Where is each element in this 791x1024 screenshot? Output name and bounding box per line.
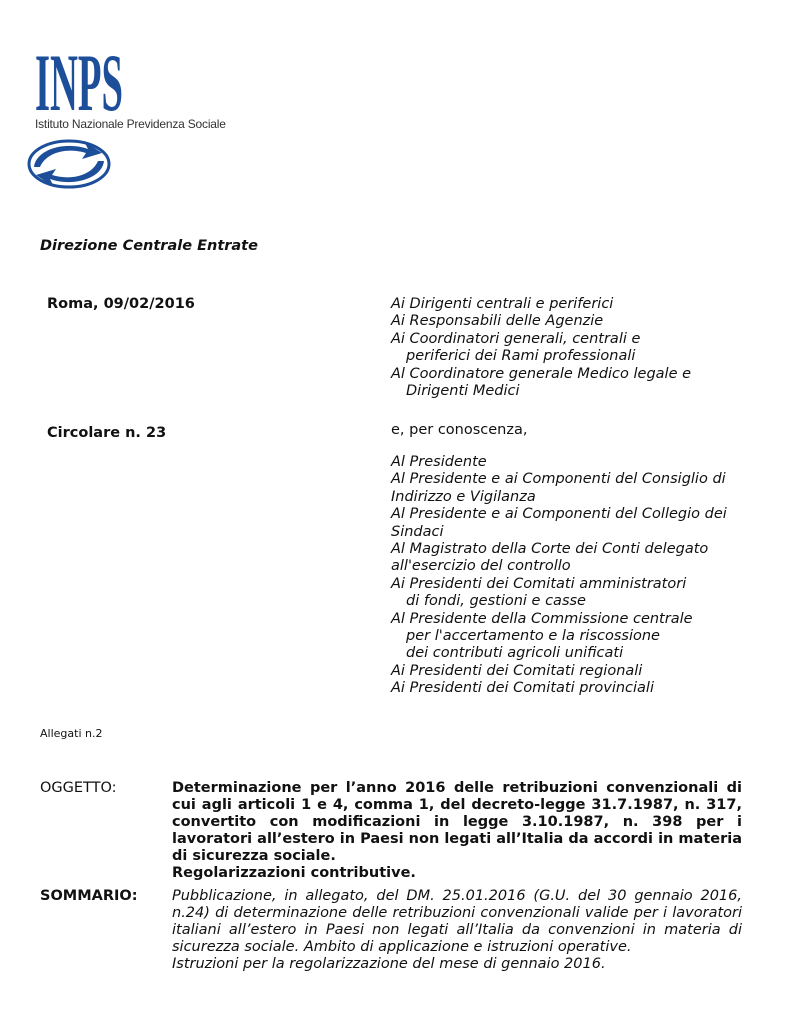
organization-name: Istituto Nazionale Previdenza Sociale	[35, 117, 226, 131]
recipient-line	[391, 524, 727, 541]
recipient-text: Al Presidente e ai Componenti del Collegio dei	[391, 506, 727, 523]
recipient-line	[391, 366, 691, 383]
circular-number: Circolare n. 23	[47, 425, 167, 441]
recipient-line	[391, 348, 691, 365]
recipient-line	[391, 313, 691, 330]
recipient-text: dei contributi agricoli unificati	[406, 645, 624, 662]
recipients-primary-list	[391, 296, 691, 400]
summary-label: SOMMARIO:	[40, 888, 138, 904]
inps-logo-wordmark	[34, 42, 124, 116]
for-information-label: e, per conoscenza,	[391, 422, 528, 438]
recipient-line	[391, 331, 691, 348]
recipient-text: Al Presidente	[391, 454, 487, 470]
recipient-line	[391, 541, 727, 558]
summary-text-secondary: Istruzioni per la regolarizzazione del mese di gennaio 2016.	[172, 956, 606, 972]
place-date: Roma, 09/02/2016	[47, 296, 195, 312]
subject-label: OGGETTO:	[40, 780, 117, 796]
subject-text-secondary: Regolarizzazioni contributive.	[172, 865, 416, 881]
attachments-note: Allegati n.2	[40, 727, 103, 740]
recipient-line	[391, 296, 691, 313]
recipient-line	[391, 558, 727, 575]
recipients-secondary-list	[391, 454, 727, 698]
recipient-text: di fondi, gestioni e casse	[406, 593, 586, 610]
recipient-text: Al Coordinatore generale Medico legale e	[391, 365, 692, 382]
recipient-line	[391, 663, 727, 680]
recipient-text: Al Presidente e ai Componenti del Consiglio di	[391, 471, 726, 488]
recipient-line	[391, 454, 727, 471]
recipient-line	[391, 489, 727, 506]
recipient-text: all'esercizio del controllo	[391, 558, 571, 575]
directorate-heading: Direzione Centrale Entrate	[40, 238, 258, 254]
recipient-line	[391, 506, 727, 523]
subject-text-main: Determinazione per l’anno 2016 delle retribuzioni convenzionali di cui agli articoli 1 e 4, comma 1, del decreto-legge 31.7.1987, n. 317, convertito con modificazioni in legge 3.10.1987, n. 398 per i lavoratori all’estero in Paesi non legati all’Italia da accordi in materia di sicurezza sociale.	[172, 780, 742, 864]
recipient-line	[391, 611, 727, 628]
recipient-text: Ai Responsabili delle Agenzie	[391, 313, 604, 330]
summary-text-main: Pubblicazione, in allegato, del DM. 25.01.2016 (G.U. del 30 gennaio 2016, n.24) di determinazione delle retribuzioni convenzionali valide per i lavoratori italiani all’estero in Paesi non legati all’Italia da convenzioni in materia di sicurezza sociale. Ambito di applicazione e istruzioni operative.	[172, 888, 742, 955]
recipient-text: Dirigenti Medici	[406, 383, 520, 400]
summary-text	[172, 888, 742, 973]
recipient-line	[391, 680, 727, 697]
recipient-line	[391, 645, 727, 662]
recipient-line	[391, 576, 727, 593]
inps-emblem-icon	[26, 137, 112, 191]
recipient-text: per l'accertamento e la riscossione	[406, 628, 660, 645]
recipient-line	[391, 471, 727, 488]
recipient-text: Ai Presidenti dei Comitati amministratori	[391, 575, 687, 592]
recipient-text: Ai Presidenti dei Comitati provinciali	[391, 680, 654, 697]
recipient-line	[391, 383, 691, 400]
recipient-text: Ai Coordinatori generali, centrali e	[391, 330, 641, 347]
recipient-line	[391, 628, 727, 645]
recipient-text: Ai Dirigenti centrali e periferici	[391, 296, 614, 312]
svg-text:INPS: INPS	[35, 42, 123, 116]
recipient-text: periferici dei Rami professionali	[406, 348, 636, 365]
recipient-text: Sindaci	[391, 523, 444, 540]
recipient-text: Indirizzo e Vigilanza	[391, 488, 536, 505]
recipient-text: Ai Presidenti dei Comitati regionali	[391, 662, 643, 679]
recipient-text: Al Presidente della Commissione centrale	[391, 610, 693, 627]
recipient-line	[391, 593, 727, 610]
subject-text	[172, 780, 742, 882]
recipient-text: Al Magistrato della Corte dei Conti delegato	[391, 541, 709, 558]
